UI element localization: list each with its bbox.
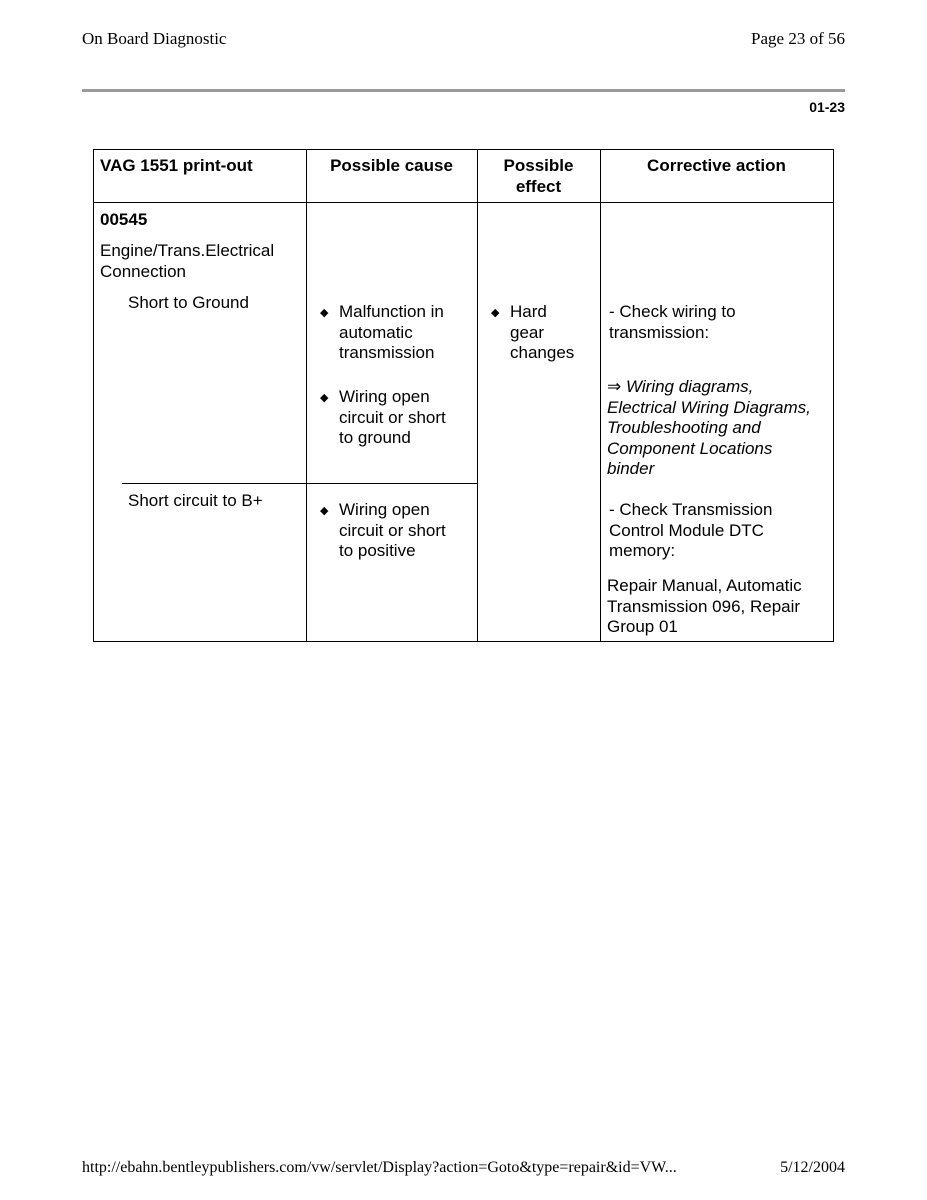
page-counter: Page 23 of 56 (751, 29, 845, 48)
header-possible-effect (477, 156, 600, 197)
column-divider-2 (477, 149, 478, 642)
header-possible-cause: Possible cause (330, 156, 453, 175)
fault-short-to-positive: Short circuit to B+ (128, 491, 263, 510)
header-row-divider (93, 202, 834, 203)
action-line: Group 01 (607, 617, 678, 636)
column-divider-1 (306, 149, 307, 642)
cause-line: to positive (339, 541, 416, 560)
bullet-icon: ◆ (491, 307, 500, 319)
cause-line: Wiring open (339, 500, 430, 519)
cause-open-to-ground (339, 387, 446, 449)
header-effect-line-1: Possible (503, 156, 574, 175)
bullet-icon: ◆ (320, 505, 329, 517)
action-line: - Check Transmission (609, 500, 773, 519)
action-check-wiring (609, 302, 736, 343)
action-line: Transmission 096, Repair (607, 596, 801, 616)
action-line: transmission: (609, 322, 710, 342)
header-print-out: VAG 1551 print-out (100, 156, 253, 175)
footer-date: 5/12/2004 (780, 1159, 845, 1176)
action-line: Repair Manual, Automatic (607, 576, 802, 595)
cause-line: Malfunction in (339, 302, 444, 321)
table-border-top (93, 149, 834, 150)
table-border-right (833, 149, 834, 642)
cause-line: automatic (339, 322, 413, 342)
action-line: memory: (609, 541, 676, 560)
effect-line: gear (510, 322, 545, 342)
cause-malfunction (339, 302, 444, 364)
cause-line: circuit or short (339, 520, 446, 540)
reference-line-1 (607, 377, 811, 398)
header-corrective-action: Corrective action (647, 156, 786, 175)
effect-hard-gear-changes (510, 302, 574, 364)
component-name (100, 241, 274, 282)
table-border-left (93, 149, 94, 642)
component-line-1: Engine/Trans.Electrical (100, 241, 275, 260)
header-effect-line-2: effect (515, 176, 562, 196)
bullet-icon: ◆ (320, 307, 329, 319)
fault-row-divider (122, 483, 477, 484)
arrow-right-icon: ⇒ (607, 377, 622, 396)
cause-line: to ground (339, 428, 411, 447)
effect-line: changes (510, 343, 575, 362)
column-divider-3 (600, 149, 601, 642)
cause-open-to-positive (339, 500, 446, 562)
effect-line: Hard (510, 302, 547, 321)
action-check-dtc-memory (609, 500, 772, 562)
document-title: On Board Diagnostic (82, 29, 227, 48)
cause-line: circuit or short (339, 407, 446, 427)
table-border-bottom (93, 641, 834, 642)
action-wiring-diagrams-reference (607, 377, 811, 480)
fault-short-to-ground: Short to Ground (128, 293, 249, 312)
footer-url: http://ebahn.bentleypublishers.com/vw/servlet/Display?action=Goto&type=repair&id=VW... (82, 1159, 677, 1176)
bullet-icon: ◆ (320, 392, 329, 404)
reference-line: Electrical Wiring Diagrams, (607, 397, 811, 417)
header-divider (82, 89, 845, 92)
section-number: 01-23 (809, 99, 845, 115)
fault-code: 00545 (100, 210, 148, 229)
cause-line: Wiring open (339, 387, 430, 406)
reference-line: Component Locations (607, 438, 773, 458)
reference-line: Troubleshooting and (607, 418, 761, 437)
action-repair-manual-reference (607, 576, 802, 638)
cause-line: transmission (339, 343, 435, 362)
reference-line: binder (607, 459, 655, 478)
reference-link[interactable]: Wiring diagrams, (625, 377, 754, 396)
action-line: - Check wiring to (609, 302, 736, 321)
action-line: Control Module DTC (609, 520, 764, 540)
component-line-2: Connection (100, 261, 187, 281)
